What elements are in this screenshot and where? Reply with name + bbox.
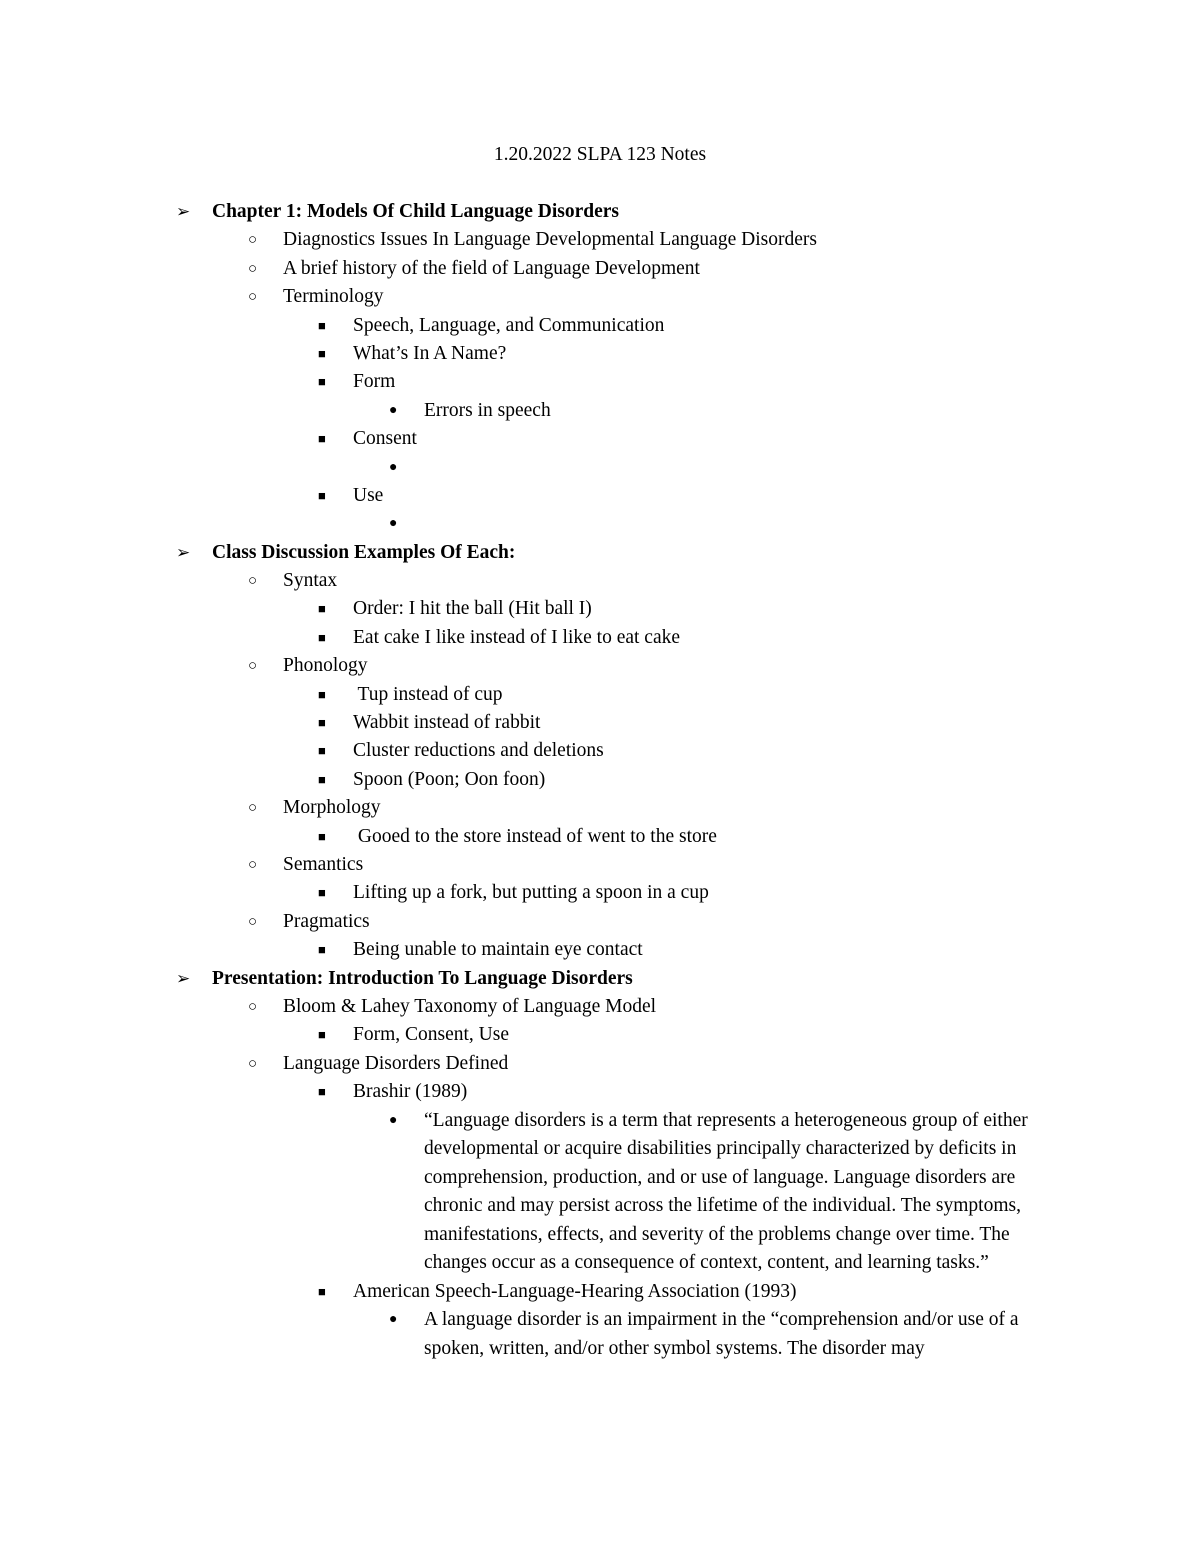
circle-bullet-icon: ○	[248, 573, 258, 590]
discussion-heading: Class Discussion Examples Of Each:	[212, 541, 516, 563]
arrow-bullet-icon: ➢	[176, 542, 191, 562]
list-item	[0, 482, 1200, 510]
list-item-text: Diagnostics Issues In Language Developmental Language Disorders	[283, 229, 817, 251]
list-item	[0, 1021, 1200, 1049]
empty-list-item	[0, 510, 1200, 538]
circle-bullet-icon: ○	[248, 1055, 258, 1072]
list-item	[0, 1078, 1200, 1106]
section-heading	[0, 965, 1200, 993]
page-title: 1.20.2022 SLPA 123 Notes	[493, 144, 707, 165]
list-item-text: Pragmatics	[283, 910, 370, 932]
list-item	[0, 681, 1200, 709]
list-item	[0, 425, 1200, 453]
dot-bullet-icon: ●	[389, 1312, 398, 1328]
list-item-text: Cluster reductions and deletions	[353, 740, 604, 762]
notes-outline	[0, 198, 1200, 1364]
circle-bullet-icon: ○	[248, 998, 258, 1015]
list-item	[0, 567, 1200, 595]
square-bullet-icon: ■	[318, 885, 326, 901]
circle-bullet-icon: ○	[248, 260, 258, 277]
square-bullet-icon: ■	[318, 601, 326, 617]
square-bullet-icon: ■	[318, 374, 326, 390]
dot-bullet-icon: ●	[389, 402, 398, 418]
square-bullet-icon: ■	[318, 1284, 326, 1300]
square-bullet-icon: ■	[318, 743, 326, 759]
asha-quote: A language disorder is an impairment in the “comprehension and/or use of a spoken, written, and/or other symbol systems. The disorder may	[424, 1309, 1019, 1360]
list-item	[0, 794, 1200, 822]
section-heading	[0, 539, 1200, 567]
list-item	[0, 226, 1200, 254]
list-item-text: Wabbit instead of rabbit	[353, 712, 541, 734]
square-bullet-icon: ■	[318, 771, 326, 787]
square-bullet-icon: ■	[318, 828, 326, 844]
list-item	[0, 993, 1200, 1021]
list-item-text: Use	[353, 484, 384, 506]
list-item	[0, 766, 1200, 794]
square-bullet-icon: ■	[318, 345, 326, 361]
list-item-text: Order: I hit the ball (Hit ball I)	[353, 598, 592, 620]
square-bullet-icon: ■	[318, 686, 326, 702]
list-item-text: Semantics	[283, 853, 364, 875]
list-item-text: What’s In A Name?	[353, 342, 507, 364]
list-item-text: Morphology	[283, 797, 381, 819]
square-bullet-icon: ■	[318, 431, 326, 447]
list-item	[0, 397, 1200, 425]
list-item-text: Phonology	[283, 655, 368, 677]
list-item-text: Form	[353, 371, 396, 393]
list-item-text: Bloom & Lahey Taxonomy of Language Model	[283, 995, 657, 1017]
circle-bullet-icon: ○	[248, 800, 258, 817]
circle-bullet-icon: ○	[248, 232, 258, 249]
arrow-bullet-icon: ➢	[176, 968, 191, 988]
presentation-heading: Presentation: Introduction To Language Disorders	[212, 967, 633, 989]
list-item-text: A brief history of the field of Language Development	[283, 257, 700, 279]
square-bullet-icon: ■	[318, 1027, 326, 1043]
list-item-text: Errors in speech	[424, 399, 551, 421]
circle-bullet-icon: ○	[248, 913, 258, 930]
square-bullet-icon: ■	[318, 629, 326, 645]
list-item	[0, 1050, 1200, 1078]
list-item	[0, 368, 1200, 396]
square-bullet-icon: ■	[318, 715, 326, 731]
square-bullet-icon: ■	[318, 487, 326, 503]
list-item	[0, 936, 1200, 964]
list-item-text: Form, Consent, Use	[353, 1024, 509, 1046]
list-item	[0, 1107, 1200, 1279]
list-item-text: Being unable to maintain eye contact	[353, 939, 643, 961]
list-item-text: Spoon (Poon; Oon foon)	[353, 768, 546, 790]
list-item-text: Consent	[353, 428, 417, 450]
brashir-quote: “Language disorders is a term that represents a heterogeneous group of either developmental or acquire disabilities principally characterized by deficits in comprehension, production, and or use of language. Language disorders are chronic and may persist across the lifetime of the individual. The symptoms, manifestations, effects, and severity of the problems change over time. The changes occur as a consequence of context, content, and learning tasks.”	[424, 1109, 1028, 1274]
list-item-text: Language Disorders Defined	[283, 1052, 509, 1074]
circle-bullet-icon: ○	[248, 658, 258, 675]
list-item	[0, 1278, 1200, 1306]
empty-list-item	[0, 454, 1200, 482]
list-item	[0, 312, 1200, 340]
list-item-text: Brashir (1989)	[353, 1081, 468, 1103]
list-item	[0, 340, 1200, 368]
list-item-text: Gooed to the store instead of went to the store	[353, 825, 717, 847]
list-item	[0, 624, 1200, 652]
list-item-text: Terminology	[283, 286, 384, 308]
list-item-text: Eat cake I like instead of I like to eat cake	[353, 626, 681, 648]
list-item	[0, 879, 1200, 907]
list-item-text: Speech, Language, and Communication	[353, 314, 665, 336]
list-item	[0, 908, 1200, 936]
list-item	[0, 823, 1200, 851]
section-heading	[0, 198, 1200, 226]
list-item-text: Tup instead of cup	[353, 683, 503, 705]
list-item	[0, 851, 1200, 879]
list-item	[0, 737, 1200, 765]
list-item	[0, 652, 1200, 680]
list-item-text: American Speech-Language-Hearing Association (1993)	[353, 1281, 797, 1303]
list-item	[0, 709, 1200, 737]
square-bullet-icon: ■	[318, 942, 326, 958]
chapter-1-heading: Chapter 1: Models Of Child Language Disorders	[212, 201, 619, 222]
square-bullet-icon: ■	[318, 1084, 326, 1100]
dot-bullet-icon: ●	[389, 516, 398, 532]
circle-bullet-icon: ○	[248, 289, 258, 306]
list-item-text: Syntax	[283, 570, 338, 592]
list-item	[0, 283, 1200, 311]
dot-bullet-icon: ●	[389, 1112, 398, 1128]
square-bullet-icon: ■	[318, 317, 326, 333]
arrow-bullet-icon: ➢	[176, 202, 191, 221]
list-item	[0, 255, 1200, 283]
circle-bullet-icon: ○	[248, 856, 258, 873]
list-item-text: Lifting up a fork, but putting a spoon in a cup	[353, 882, 709, 904]
list-item	[0, 595, 1200, 623]
dot-bullet-icon: ●	[389, 459, 398, 475]
list-item	[0, 1306, 1200, 1363]
